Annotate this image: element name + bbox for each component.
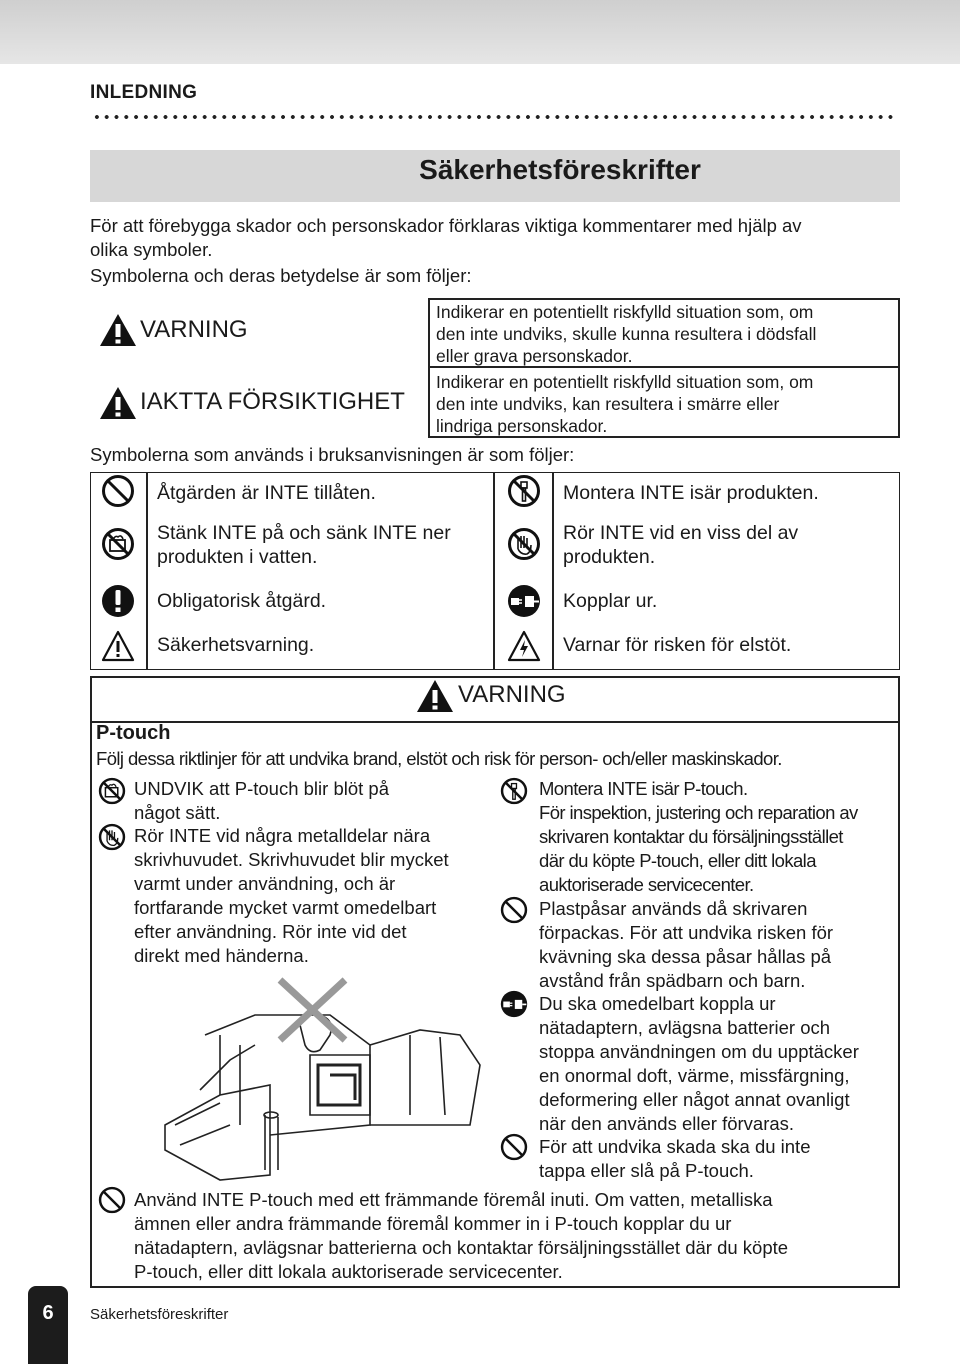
symbol-text-safety-alert: Säkerhetsvarning. [157, 634, 315, 656]
no-touch-icon [507, 527, 541, 561]
left-item-2-line-4: fortfarande mycket varmt omedelbart [134, 897, 437, 918]
symbol-text-no-touch-2: produkten. [563, 546, 656, 568]
no-touch-icon [98, 823, 126, 851]
footer-text: Säkerhetsföreskrifter [90, 1306, 229, 1323]
symbol-text-no-disassembly: Montera INTE isär produkten. [563, 482, 819, 504]
warning-desc-3: eller grava personskador. [436, 346, 633, 366]
no-water-icon [101, 527, 135, 561]
symbol-text-no-water-2: produkten i vatten. [157, 546, 318, 568]
caution-desc-1: Indikerar en potentiellt riskfylld situation som, om [436, 372, 814, 392]
left-item-2-line-6: direkt med händerna. [134, 945, 309, 966]
symbols-heading: Symbolerna som används i bruksanvisningen är som följer: [90, 444, 575, 465]
page-number-tab [28, 1286, 68, 1364]
caution-desc-2: den inte undviks, kan resultera i smärre eller [436, 394, 780, 414]
ptouch-lead: Följ dessa riktlinjer för att undvika brand, elstöt och risk för person- och/eller maskinskador. [96, 748, 782, 769]
warning-desc-1: Indikerar en potentiellt riskfylld situation som, om [436, 302, 814, 322]
right-item-3-line-2: nätadaptern, avlägsna batterier och [539, 1017, 831, 1038]
unplug-icon [500, 990, 528, 1018]
right-item-2-line-3: kvävning ska dessa påsar hållas på [539, 946, 832, 967]
intro-line-2: olika symboler. [90, 239, 213, 260]
left-item-2-line-5: efter användning. Rör inte vid det [134, 921, 407, 942]
prohibited-icon [500, 896, 528, 924]
warning-triangle-icon [99, 313, 137, 347]
top-band [0, 0, 960, 64]
no-disassembly-icon [500, 777, 528, 805]
unplug-icon [507, 584, 541, 618]
intro-line-3: Symbolerna och deras betydelse är som följer: [90, 265, 472, 286]
right-item-2-line-4: avstånd från spädbarn och barn. [539, 970, 806, 991]
warning-desc-2: den inte undviks, skulle kunna resultera i dödsfall [436, 324, 817, 344]
warning-box-heading: VARNING [458, 681, 566, 708]
no-water-icon [98, 777, 126, 805]
ptouch-subheading: P-touch [96, 722, 171, 744]
page-title-text: Säkerhetsföreskrifter [419, 154, 701, 185]
right-item-4-line-2: tappa eller slå på P-touch. [539, 1160, 754, 1181]
intro-line-1: För att förebygga skador och personskador förklaras viktiga kommentarer med hjälp av [90, 215, 802, 236]
bottom-item-line-3: nätadaptern, avlägsnar batterierna och kontaktar försäljningsstället där du köpte [134, 1237, 789, 1258]
section-label: INLEDNING [90, 82, 198, 103]
right-item-2-line-1: Plastpåsar används då skrivaren [539, 898, 808, 919]
right-item-2-line-2: förpackas. För att undvika risken för [539, 922, 834, 943]
bottom-item-line-2: ämnen eller andra främmande föremål kommer in i P-touch kopplar du ur [134, 1213, 732, 1234]
right-item-4-line-1: För att undvika skada ska du inte [539, 1136, 811, 1157]
mandatory-icon [101, 584, 135, 618]
left-item-2-line-2: skrivhuvudet. Skrivhuvudet blir mycket [134, 849, 449, 870]
caution-triangle-icon [99, 386, 137, 420]
prohibited-icon [500, 1133, 528, 1161]
right-item-1-line-2: För inspektion, justering och reparation av [539, 802, 858, 823]
prohibited-icon [101, 474, 135, 508]
no-disassembly-icon [507, 474, 541, 508]
right-item-1-line-3: skrivaren kontaktar du försäljningsstället [539, 826, 843, 847]
right-item-3-line-4: en onormal doft, värme, missfärgning, [539, 1065, 850, 1086]
page-number: 6 [42, 1302, 54, 1324]
bottom-item-line-1: Använd INTE P-touch med ett främmande föremål inuti. Om vatten, metalliska [134, 1189, 773, 1210]
symbol-text-unplug: Kopplar ur. [563, 590, 658, 612]
left-item-2-line-1: Rör INTE vid några metalldelar nära [134, 825, 431, 846]
warning-label: VARNING [140, 316, 248, 343]
right-item-3-line-1: Du ska omedelbart koppla ur [539, 993, 776, 1014]
left-item-1-line-1: UNDVIK att P-touch blir blöt på [134, 778, 389, 799]
printhead-illustration [160, 975, 490, 1185]
caution-desc-3: lindriga personskador. [436, 416, 608, 436]
page-title [90, 154, 900, 186]
bottom-item-line-4: P-touch, eller ditt lokala auktoriserade servicecenter. [134, 1261, 563, 1282]
symbol-text-no-touch-1: Rör INTE vid en viss del av [563, 522, 799, 544]
electric-shock-icon [507, 630, 541, 662]
symbol-text-mandatory: Obligatorisk åtgärd. [157, 590, 327, 612]
prohibited-icon [98, 1186, 126, 1214]
symbol-text-electric-shock: Varnar för risken för elstöt. [563, 634, 792, 656]
left-item-1-line-2: något sätt. [134, 802, 221, 823]
right-item-1-line-5: auktoriserade servicecenter. [539, 874, 754, 895]
safety-alert-icon [101, 630, 135, 662]
right-item-1-line-1: Montera INTE isär P-touch. [539, 778, 748, 799]
symbol-text-prohibited: Åtgärden är INTE tillåten. [157, 482, 376, 504]
symbol-text-no-water-1: Stänk INTE på och sänk INTE ner [157, 522, 451, 544]
warning-box-triangle-icon [416, 679, 454, 713]
dotted-divider [92, 114, 898, 120]
caution-label: IAKTTA FÖRSIKTIGHET [140, 388, 405, 415]
right-item-3-line-5: deformering eller något annat ovanligt [539, 1089, 850, 1110]
left-item-2-line-3: varmt under användning, och är [134, 873, 396, 894]
right-item-3-line-6: när den används eller förvaras. [539, 1113, 795, 1134]
right-item-1-line-4: där du köpte P-touch, eller ditt lokala [539, 850, 816, 871]
right-item-3-line-3: stoppa användningen om du upptäcker [539, 1041, 859, 1062]
